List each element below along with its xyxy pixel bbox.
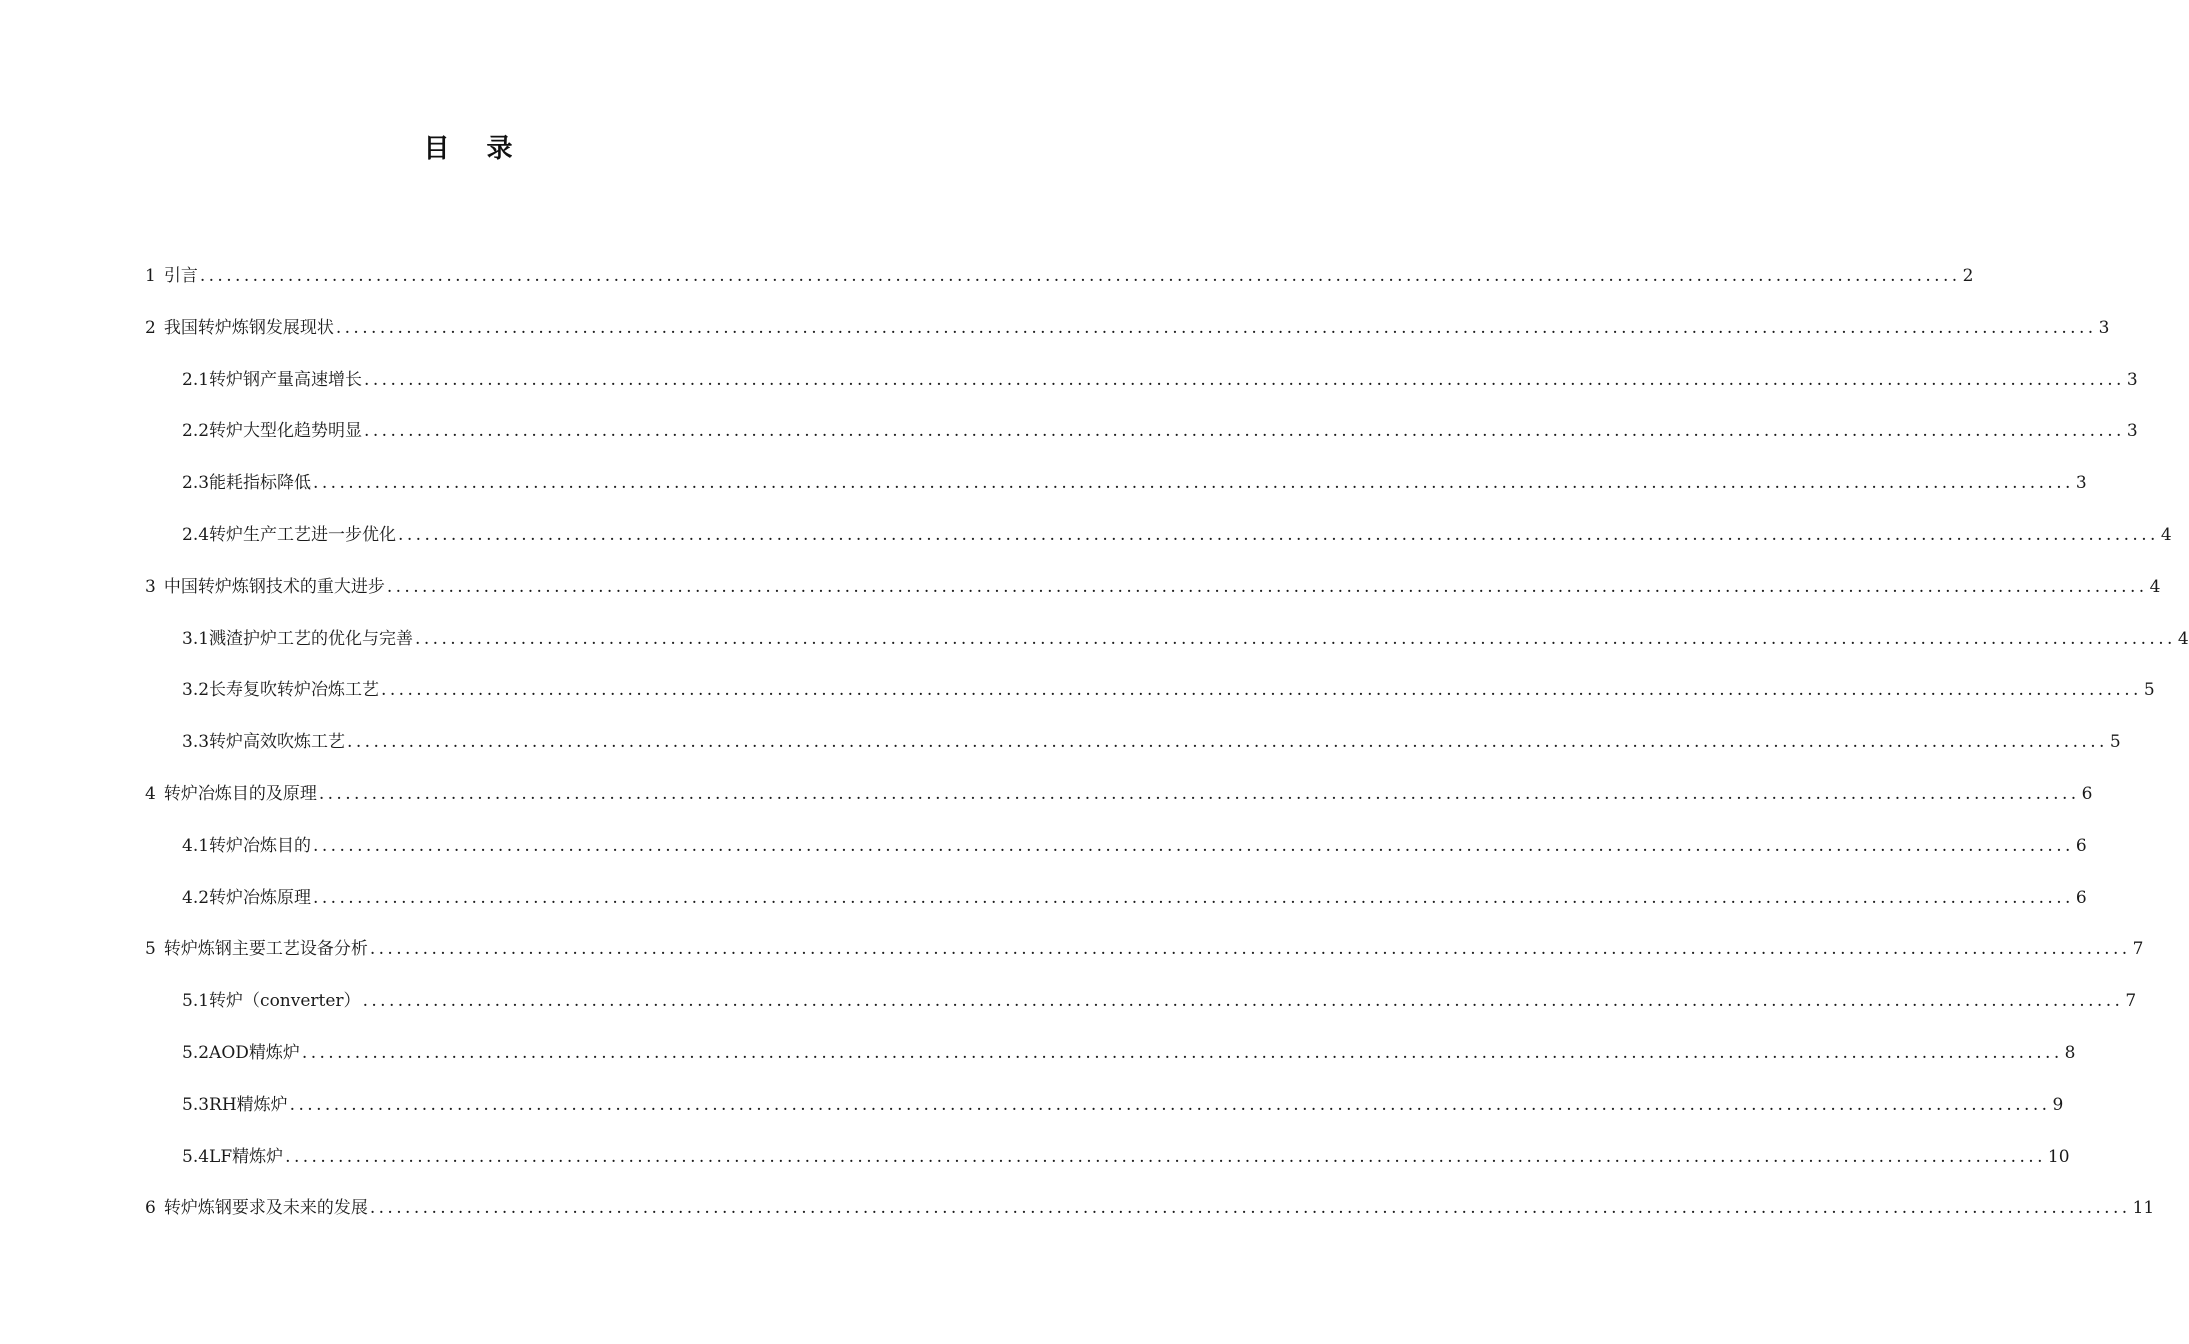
toc-entry-title: 转炉炼钢主要工艺设备分析 xyxy=(163,939,368,960)
toc-entry-title: 转炉冶炼目的及原理 xyxy=(163,784,317,804)
toc-entry-number: 5.3 xyxy=(182,1094,210,1115)
toc-entry-page-number: 8 xyxy=(2064,1043,2076,1063)
toc-entry[interactable] xyxy=(145,770,2093,806)
toc-entry[interactable] xyxy=(182,356,2138,392)
toc-entry-page-number: 9 xyxy=(2052,1094,2064,1115)
toc-dot-leader: ........................................................................................................................................................................................................ xyxy=(362,991,2124,1012)
toc-dot-leader: ........................................................................................................................................................................................................ xyxy=(369,1198,2131,1219)
toc-entry-title: 转炉钢产量高速增长 xyxy=(209,369,363,390)
toc-entry[interactable] xyxy=(182,718,2121,754)
toc-entry-page-number: 6 xyxy=(2075,887,2087,908)
toc-entry[interactable] xyxy=(182,407,2138,443)
toc-entry[interactable] xyxy=(182,666,2155,702)
toc-entry-page-number: 10 xyxy=(2047,1146,2070,1167)
toc-entry-title: 转炉冶炼原理 xyxy=(209,887,312,908)
toc-dot-leader: ........................................................................................................................................................................................................ xyxy=(415,628,2176,649)
toc-dot-leader: ........................................................................................................................................................................................................ xyxy=(313,835,2074,856)
toc-entry-number: 3 xyxy=(145,576,156,597)
toc-entry-page-number: 3 xyxy=(2075,473,2087,494)
toc-entry-title: 转炉冶炼目的 xyxy=(209,835,312,856)
toc-dot-leader: ........................................................................................................................................................................................................ xyxy=(313,887,2074,908)
toc-dot-leader: ........................................................................................................................................................................................................ xyxy=(364,421,2125,442)
toc-entry-title: 转炉大型化趋势明显 xyxy=(209,421,363,442)
toc-entry-number: 5.2 xyxy=(182,1043,210,1063)
toc-entry[interactable] xyxy=(182,977,2137,1013)
toc-dot-leader: ........................................................................................................................................................................................................ xyxy=(301,1043,2063,1063)
toc-dot-leader: ........................................................................................................................................................................................................ xyxy=(381,680,2142,701)
toc-entry-title: 能耗指标降低 xyxy=(209,473,312,494)
toc-dot-leader: ........................................................................................................................................................................................................ xyxy=(199,266,1961,286)
toc-entry[interactable] xyxy=(182,1081,2064,1117)
toc-entry-title: 长寿复吹转炉冶炼工艺 xyxy=(209,680,380,701)
toc-entry[interactable] xyxy=(145,563,2161,599)
toc-entry-number: 2.1 xyxy=(182,369,210,390)
toc-entry-number: 4 xyxy=(145,784,156,804)
toc-entry-number: 4.1 xyxy=(182,835,210,856)
toc-dot-leader: ........................................................................................................................................................................................................ xyxy=(364,369,2125,390)
toc-entry[interactable] xyxy=(182,1029,2076,1065)
toc-entry-page-number: 6 xyxy=(2075,835,2087,856)
page-title: 目 录 xyxy=(423,134,527,164)
toc-entry-title: LF精炼炉 xyxy=(209,1146,284,1167)
toc-entry-title: 转炉高效吹炼工艺 xyxy=(209,732,346,753)
toc-entry-title: 引言 xyxy=(163,266,198,286)
toc-entry[interactable] xyxy=(182,822,2087,858)
toc-entry-page-number: 6 xyxy=(2081,784,2093,804)
toc-dot-leader: ........................................................................................................................................................................................................ xyxy=(289,1094,2051,1115)
toc-entry-number: 2.2 xyxy=(182,421,210,442)
toc-entry-number: 2.4 xyxy=(182,525,210,545)
toc-entry[interactable] xyxy=(145,304,2110,340)
toc-dot-leader: ........................................................................................................................................................................................................ xyxy=(369,939,2131,960)
toc-entry-page-number: 5 xyxy=(2143,680,2155,701)
toc-dot-leader: ........................................................................................................................................................................................................ xyxy=(285,1146,2046,1167)
toc-dot-leader: ........................................................................................................................................................................................................ xyxy=(313,473,2074,494)
toc-entry-title: 溅渣护炉工艺的优化与完善 xyxy=(209,628,414,649)
toc-entry-page-number: 5 xyxy=(2109,732,2121,753)
toc-entry-number: 3.1 xyxy=(182,628,210,649)
toc-entry-page-number: 3 xyxy=(2126,421,2138,442)
toc-entry-number: 3.3 xyxy=(182,732,210,753)
toc-entry-number: 5.4 xyxy=(182,1146,210,1167)
toc-dot-leader: ........................................................................................................................................................................................................ xyxy=(335,317,2097,338)
toc-entry-title: 中国转炉炼钢技术的重大进步 xyxy=(163,576,385,597)
toc-entry-page-number: 4 xyxy=(2160,525,2172,545)
toc-entry[interactable] xyxy=(182,459,2087,495)
toc-entry-number: 5.1 xyxy=(182,991,210,1012)
toc-entry-page-number: 4 xyxy=(2149,576,2161,597)
toc-entry[interactable] xyxy=(145,925,2144,961)
toc-entry-page-number: 4 xyxy=(2177,628,2189,649)
toc-entry-number: 3.2 xyxy=(182,680,210,701)
toc-dot-leader: ........................................................................................................................................................................................................ xyxy=(347,732,2108,753)
toc-entry-page-number: 7 xyxy=(2125,991,2137,1012)
toc-entry-number: 2.3 xyxy=(182,473,210,494)
toc-entry-number: 1 xyxy=(145,266,156,286)
toc-entry-title: RH精炼炉 xyxy=(209,1094,288,1115)
toc-entry-title: AOD精炼炉 xyxy=(209,1043,300,1063)
toc-entry[interactable] xyxy=(182,874,2087,910)
toc-entry-title: 转炉（converter） xyxy=(209,991,361,1012)
toc-entry-title: 我国转炉炼钢发展现状 xyxy=(163,317,334,338)
toc-entry-number: 6 xyxy=(145,1198,156,1219)
toc-entry-number: 5 xyxy=(145,939,156,960)
toc-entry-title: 转炉生产工艺进一步优化 xyxy=(209,525,397,545)
toc-entry[interactable] xyxy=(182,511,2172,547)
toc-entry[interactable] xyxy=(145,252,1974,288)
toc-entry[interactable] xyxy=(182,1133,2070,1169)
toc-dot-leader: ........................................................................................................................................................................................................ xyxy=(398,525,2159,545)
toc-entry-number: 4.2 xyxy=(182,887,210,908)
toc-entry-number: 2 xyxy=(145,317,156,338)
toc-entry-page-number: 3 xyxy=(2126,369,2138,390)
toc-dot-leader: ........................................................................................................................................................................................................ xyxy=(386,576,2148,597)
toc-entry-title: 转炉炼钢要求及未来的发展 xyxy=(163,1198,368,1219)
toc-entry-page-number: 7 xyxy=(2132,939,2144,960)
toc-dot-leader: ........................................................................................................................................................................................................ xyxy=(318,784,2080,804)
toc-entry[interactable] xyxy=(145,1184,2155,1220)
toc-entry-page-number: 2 xyxy=(1962,266,1974,286)
toc-entry-page-number: 3 xyxy=(2098,317,2110,338)
toc-entry-page-number: 11 xyxy=(2132,1198,2155,1219)
toc-entry[interactable] xyxy=(182,615,2189,651)
